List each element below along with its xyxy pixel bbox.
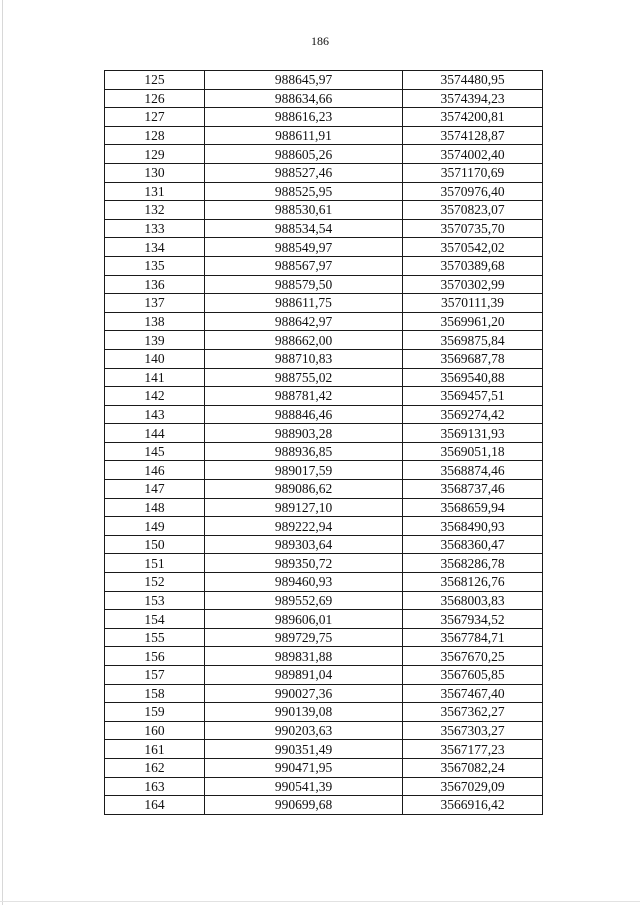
point-number-cell: 141 (105, 368, 205, 387)
table-row (105, 238, 543, 257)
x-coordinate-cell: 989086,62 (205, 480, 403, 499)
y-coordinate-cell: 3566916,42 (403, 796, 543, 815)
point-number-cell: 135 (105, 256, 205, 275)
x-coordinate-cell: 990541,39 (205, 777, 403, 796)
point-number-cell: 156 (105, 647, 205, 666)
point-number-cell: 147 (105, 480, 205, 499)
x-coordinate-cell: 988525,95 (205, 182, 403, 201)
x-coordinate-cell: 989729,75 (205, 628, 403, 647)
table-row (105, 256, 543, 275)
table-row (105, 684, 543, 703)
y-coordinate-cell: 3569131,93 (403, 424, 543, 443)
x-coordinate-cell: 988755,02 (205, 368, 403, 387)
table-row (105, 424, 543, 443)
point-number-cell: 146 (105, 461, 205, 480)
point-number-cell: 152 (105, 573, 205, 592)
table-row (105, 777, 543, 796)
point-number-cell: 145 (105, 442, 205, 461)
table-row (105, 758, 543, 777)
table-row (105, 591, 543, 610)
point-number-cell: 125 (105, 71, 205, 90)
x-coordinate-cell: 988645,97 (205, 71, 403, 90)
point-number-cell: 164 (105, 796, 205, 815)
point-number-cell: 151 (105, 554, 205, 573)
table-row (105, 89, 543, 108)
y-coordinate-cell: 3567303,27 (403, 721, 543, 740)
point-number-cell: 161 (105, 740, 205, 759)
point-number-cell: 129 (105, 145, 205, 164)
x-coordinate-cell: 988567,97 (205, 256, 403, 275)
point-number-cell: 154 (105, 610, 205, 629)
table-row (105, 796, 543, 815)
y-coordinate-cell: 3574394,23 (403, 89, 543, 108)
coordinates-table-body (105, 71, 543, 815)
point-number-cell: 133 (105, 219, 205, 238)
point-number-cell: 130 (105, 163, 205, 182)
x-coordinate-cell: 988903,28 (205, 424, 403, 443)
y-coordinate-cell: 3567467,40 (403, 684, 543, 703)
point-number-cell: 162 (105, 758, 205, 777)
x-coordinate-cell: 988605,26 (205, 145, 403, 164)
y-coordinate-cell: 3568490,93 (403, 517, 543, 536)
table-row (105, 703, 543, 722)
y-coordinate-cell: 3568874,46 (403, 461, 543, 480)
table-row (105, 610, 543, 629)
y-coordinate-cell: 3568126,76 (403, 573, 543, 592)
x-coordinate-cell: 988662,00 (205, 331, 403, 350)
y-coordinate-cell: 3567029,09 (403, 777, 543, 796)
x-coordinate-cell: 990027,36 (205, 684, 403, 703)
table-row (105, 666, 543, 685)
x-coordinate-cell: 988634,66 (205, 89, 403, 108)
table-row (105, 108, 543, 127)
x-coordinate-cell: 989552,69 (205, 591, 403, 610)
point-number-cell: 136 (105, 275, 205, 294)
y-coordinate-cell: 3570976,40 (403, 182, 543, 201)
point-number-cell: 140 (105, 349, 205, 368)
x-coordinate-cell: 990471,95 (205, 758, 403, 777)
y-coordinate-cell: 3571170,69 (403, 163, 543, 182)
x-coordinate-cell: 988611,91 (205, 126, 403, 145)
table-row (105, 498, 543, 517)
table-row (105, 647, 543, 666)
x-coordinate-cell: 989017,59 (205, 461, 403, 480)
y-coordinate-cell: 3568360,47 (403, 535, 543, 554)
x-coordinate-cell: 990139,08 (205, 703, 403, 722)
page-number: 186 (311, 34, 329, 48)
y-coordinate-cell: 3570823,07 (403, 201, 543, 220)
y-coordinate-cell: 3567082,24 (403, 758, 543, 777)
table-row (105, 71, 543, 90)
y-coordinate-cell: 3574128,87 (403, 126, 543, 145)
point-number-cell: 153 (105, 591, 205, 610)
point-number-cell: 134 (105, 238, 205, 257)
y-coordinate-cell: 3570302,99 (403, 275, 543, 294)
table-row (105, 480, 543, 499)
y-coordinate-cell: 3570111,39 (403, 294, 543, 313)
point-number-cell: 157 (105, 666, 205, 685)
y-coordinate-cell: 3569274,42 (403, 405, 543, 424)
y-coordinate-cell: 3568003,83 (403, 591, 543, 610)
point-number-cell: 160 (105, 721, 205, 740)
x-coordinate-cell: 990351,49 (205, 740, 403, 759)
table-row (105, 405, 543, 424)
x-coordinate-cell: 989460,93 (205, 573, 403, 592)
point-number-cell: 126 (105, 89, 205, 108)
y-coordinate-cell: 3569051,18 (403, 442, 543, 461)
y-coordinate-cell: 3569687,78 (403, 349, 543, 368)
table-row (105, 182, 543, 201)
point-number-cell: 127 (105, 108, 205, 127)
y-coordinate-cell: 3574480,95 (403, 71, 543, 90)
table-row (105, 740, 543, 759)
y-coordinate-cell: 3574002,40 (403, 145, 543, 164)
point-number-cell: 143 (105, 405, 205, 424)
point-number-cell: 142 (105, 387, 205, 406)
table-row (105, 461, 543, 480)
y-coordinate-cell: 3567177,23 (403, 740, 543, 759)
x-coordinate-cell: 988642,97 (205, 312, 403, 331)
y-coordinate-cell: 3568737,46 (403, 480, 543, 499)
table-row (105, 163, 543, 182)
y-coordinate-cell: 3570542,02 (403, 238, 543, 257)
x-coordinate-cell: 988710,83 (205, 349, 403, 368)
table-row (105, 219, 543, 238)
coordinates-table (104, 70, 543, 815)
point-number-cell: 137 (105, 294, 205, 313)
x-coordinate-cell: 990699,68 (205, 796, 403, 815)
table-row (105, 331, 543, 350)
y-coordinate-cell: 3569875,84 (403, 331, 543, 350)
y-coordinate-cell: 3567670,25 (403, 647, 543, 666)
point-number-cell: 139 (105, 331, 205, 350)
point-number-cell: 148 (105, 498, 205, 517)
x-coordinate-cell: 989606,01 (205, 610, 403, 629)
x-coordinate-cell: 988527,46 (205, 163, 403, 182)
y-coordinate-cell: 3568659,94 (403, 498, 543, 517)
table-row (105, 312, 543, 331)
x-coordinate-cell: 989222,94 (205, 517, 403, 536)
point-number-cell: 138 (105, 312, 205, 331)
point-number-cell: 132 (105, 201, 205, 220)
y-coordinate-cell: 3567784,71 (403, 628, 543, 647)
y-coordinate-cell: 3574200,81 (403, 108, 543, 127)
x-coordinate-cell: 988534,54 (205, 219, 403, 238)
point-number-cell: 150 (105, 535, 205, 554)
y-coordinate-cell: 3569961,20 (403, 312, 543, 331)
table-row (105, 275, 543, 294)
point-number-cell: 144 (105, 424, 205, 443)
x-coordinate-cell: 988530,61 (205, 201, 403, 220)
table-row (105, 145, 543, 164)
point-number-cell: 131 (105, 182, 205, 201)
x-coordinate-cell: 990203,63 (205, 721, 403, 740)
scan-left-edge (2, 0, 3, 905)
x-coordinate-cell: 988781,42 (205, 387, 403, 406)
point-number-cell: 159 (105, 703, 205, 722)
table-row (105, 628, 543, 647)
point-number-cell: 155 (105, 628, 205, 647)
point-number-cell: 163 (105, 777, 205, 796)
table-row (105, 573, 543, 592)
y-coordinate-cell: 3567605,85 (403, 666, 543, 685)
table-row (105, 387, 543, 406)
table-row (105, 442, 543, 461)
y-coordinate-cell: 3568286,78 (403, 554, 543, 573)
x-coordinate-cell: 988611,75 (205, 294, 403, 313)
table-row (105, 517, 543, 536)
table-row (105, 126, 543, 145)
point-number-cell: 128 (105, 126, 205, 145)
y-coordinate-cell: 3570389,68 (403, 256, 543, 275)
table-row (105, 535, 543, 554)
x-coordinate-cell: 989303,64 (205, 535, 403, 554)
x-coordinate-cell: 988549,97 (205, 238, 403, 257)
x-coordinate-cell: 989891,04 (205, 666, 403, 685)
x-coordinate-cell: 988579,50 (205, 275, 403, 294)
x-coordinate-cell: 989350,72 (205, 554, 403, 573)
table-row (105, 721, 543, 740)
y-coordinate-cell: 3567934,52 (403, 610, 543, 629)
x-coordinate-cell: 988846,46 (205, 405, 403, 424)
x-coordinate-cell: 988616,23 (205, 108, 403, 127)
y-coordinate-cell: 3570735,70 (403, 219, 543, 238)
point-number-cell: 158 (105, 684, 205, 703)
y-coordinate-cell: 3569457,51 (403, 387, 543, 406)
x-coordinate-cell: 989831,88 (205, 647, 403, 666)
table-row (105, 349, 543, 368)
x-coordinate-cell: 989127,10 (205, 498, 403, 517)
table-row (105, 294, 543, 313)
scan-bottom-edge (0, 901, 640, 902)
x-coordinate-cell: 988936,85 (205, 442, 403, 461)
table-row (105, 201, 543, 220)
table-row (105, 368, 543, 387)
y-coordinate-cell: 3567362,27 (403, 703, 543, 722)
table-row (105, 554, 543, 573)
y-coordinate-cell: 3569540,88 (403, 368, 543, 387)
point-number-cell: 149 (105, 517, 205, 536)
